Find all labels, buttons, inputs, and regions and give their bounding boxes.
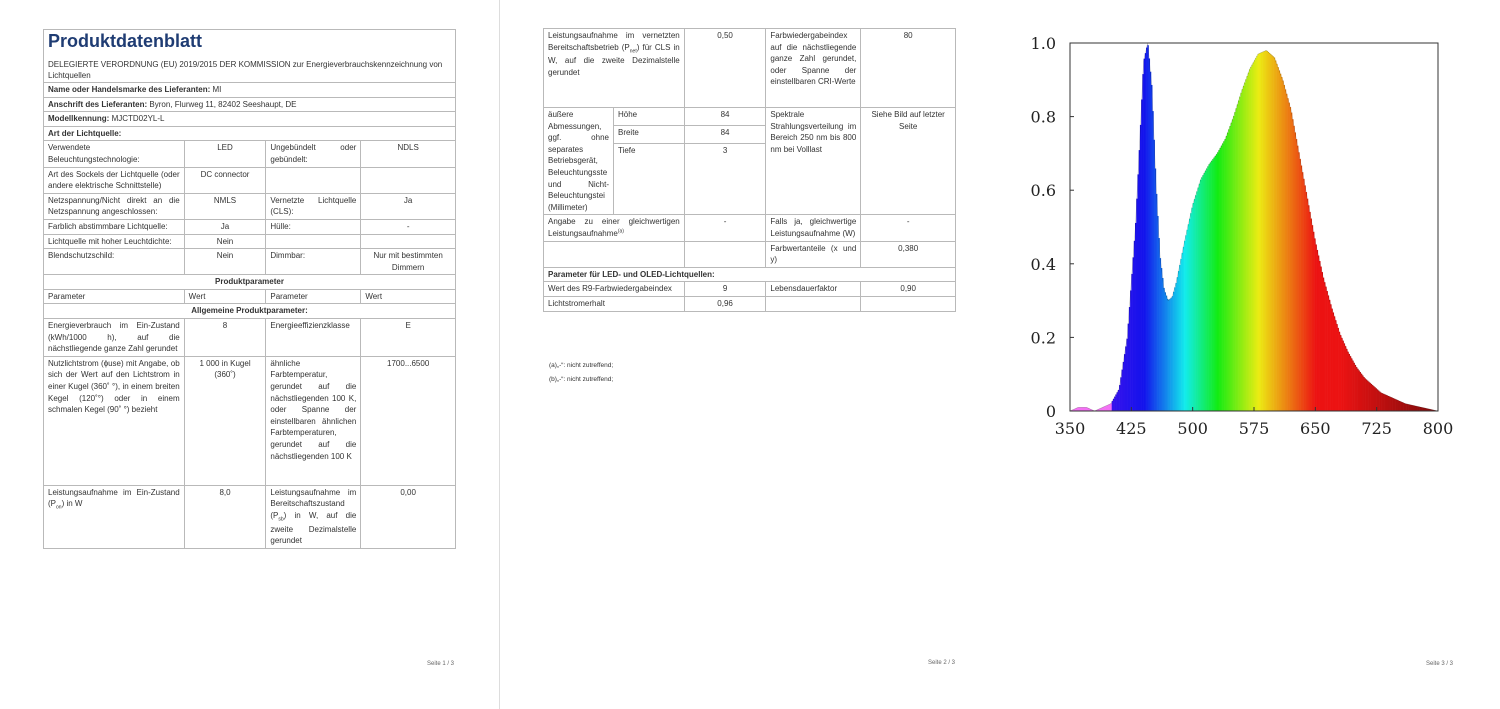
datasheet-page-1 [0,0,500,709]
address-value: Byron, Flurweg 11, 82402 Seeshaupt, DE [149,99,297,109]
param-label: Lichtstromerhalt [544,296,685,311]
param-label: Lebensdauerfaktor [766,282,861,297]
address-label: Anschrift des Lieferanten: [48,99,148,109]
spectral-distribution-chart [1030,28,1460,458]
empty-cell [361,167,456,193]
table-row [44,219,456,234]
label-text: Leistungsaufnahme im vernetzten Bereitschaftsbetrieb (P [548,31,680,52]
dimension-height-value: 84 [684,108,766,126]
empty-cell [861,296,956,311]
y-tick-label: 0 [1045,402,1056,421]
page-number: Seite 1 / 3 [427,661,455,667]
x-tick-label: 800 [1422,419,1454,438]
page-title: Produktdatenblatt [48,31,203,51]
dimension-depth-value: 3 [684,144,766,215]
label-text: Leistungsaufnahme im Ein-Zustand (P [48,487,180,509]
param-value: 1700...6500 [361,356,456,485]
table-row [544,296,956,311]
supplier-row [44,82,456,97]
table-row [44,234,456,249]
x-tick-label: 650 [1300,419,1331,438]
x-tick-label: 500 [1177,419,1208,438]
param-value: NDLS [361,141,456,167]
page-number: Seite 2 / 3 [928,660,956,666]
label-text: ) für CLS in W, auf die zweite Dezimalstelle gerundet [548,42,680,78]
param-label: Energieverbrauch im Ein-Zustand (kWh/1000 h), auf die nächstliegende ganze Zahl gerundet [44,319,185,357]
dimension-width-label: Breite [613,126,684,144]
param-value: Ja [361,193,456,219]
param-label: Falls ja, gleichwertige Leistungsaufnahme (W) [766,215,861,241]
product-datasheet-table-continued [543,28,956,312]
x-tick-label: 575 [1238,419,1270,438]
x-tick-label: 725 [1361,419,1392,438]
param-value: Ja [184,219,266,234]
param-value: E [361,319,456,357]
param-value: - [861,215,956,241]
label-subscript: net [629,48,637,55]
column-header: Wert [361,289,456,304]
param-label: Blendschutzschild: [44,249,185,275]
empty-cell [544,241,685,267]
page-number: Seite 3 / 3 [1426,661,1454,667]
param-value: 0,380 [861,241,956,267]
footnote-a: (a)„-“: nicht zutreffend; [549,362,614,369]
param-value: 8,0 [184,485,266,548]
empty-cell [684,241,766,267]
address-row [44,97,456,112]
param-value: DC connector [184,167,266,193]
general-parameters-heading: Allgemeine Produktparameter: [44,304,456,319]
label-subscript: sb [278,516,284,523]
x-tick-label: 425 [1116,419,1147,438]
param-value: NMLS [184,193,266,219]
y-tick-label: 1.0 [1030,34,1056,53]
footnote-b: (b)„-“: nicht zutreffend; [549,376,614,383]
model-value: MJCTD02YL-L [111,114,165,124]
param-value: Siehe Bild auf letzter Seite [861,108,956,215]
param-label: Vernetzte Lichtquelle (CLS): [266,193,361,219]
param-label: Nutzlichtstrom (ɸuse) mit Angabe, ob sich der Wert auf den Lichtstrom in einer Kugel (360˚ °), in einem breiten Kegel (120˚°) oder in einem schmalen Kegel (90˚ °) bezieht [44,356,185,485]
light-source-type-heading: Art der Lichtquelle: [44,126,456,141]
y-tick-label: 0.2 [1030,328,1056,348]
empty-cell [766,296,861,311]
param-value: - [361,219,456,234]
param-value: 0,50 [684,29,766,108]
param-label: Ungebündelt oder gebündelt: [266,141,361,167]
supplier-label: Name oder Handelsmarke des Lieferanten: [48,84,211,94]
param-value: 8 [184,319,266,357]
param-value: 9 [684,282,766,297]
param-label: Verwendete Beleuchtungstechnologie: [44,141,185,167]
regulation-subtitle: DELEGIERTE VERORDNUNG (EU) 2019/2015 DER KOMMISSION zur Energieverbrauchskennzeichnung von Lichtquellen [48,59,443,80]
param-label: Netzspannung/Nicht direkt an die Netzspannung angeschlossen: [44,193,185,219]
product-datasheet-table [43,29,456,549]
title-cell [44,30,456,83]
y-tick-label: 0.8 [1030,107,1056,127]
table-row [44,485,456,548]
led-parameters-heading: Parameter für LED- und OLED-Lichtquellen: [544,267,956,282]
empty-cell [361,234,456,249]
dimensions-label: äußere Abmessungen, ggf. ohne separates Betriebsgerät, Beleuchtungsste und Nicht-Beleuchtungstei (Millimeter) [544,108,614,215]
column-header: Parameter [266,289,361,304]
param-label: Dimmbar: [266,249,361,275]
y-tick-label: 0.4 [1030,254,1056,274]
table-row [44,193,456,219]
param-label: Energieeffizienzklasse [266,319,361,357]
x-tick-label: 350 [1054,419,1086,438]
empty-cell [266,167,361,193]
label-subscript: on [56,505,62,512]
label-superscript: (a) [617,228,624,235]
param-label [266,485,361,548]
table-row [44,141,456,167]
table-row [544,215,956,241]
column-header: Wert [184,289,266,304]
product-parameters-heading: Produktparameter [44,275,456,290]
supplier-value: MI [212,84,222,94]
column-header: Parameter [44,289,185,304]
param-label: Farbwertanteile (x und y) [766,241,861,267]
param-value: 1 000 in Kugel (360˚) [184,356,266,485]
param-value: 0,96 [684,296,766,311]
param-value: Nur mit bestimmten Dimmern [361,249,456,275]
datasheet-page-2 [500,0,1000,709]
table-row [544,108,956,126]
param-label [44,485,185,548]
param-label: Spektrale Strahlungsverteilung im Bereich 250 nm bis 800 nm bei Volllast [766,108,861,215]
param-value: 0,00 [361,485,456,548]
param-value: Nein [184,249,266,275]
model-row [44,112,456,127]
table-row [44,167,456,193]
table-row [544,282,956,297]
param-label: Art des Sockels der Lichtquelle (oder andere elektrische Schnittstelle) [44,167,185,193]
table-header-row [44,289,456,304]
param-label: Farblich abstimmbare Lichtquelle: [44,219,185,234]
param-label: Lichtquelle mit hoher Leuchtdichte: [44,234,185,249]
param-value: 80 [861,29,956,108]
empty-cell [266,234,361,249]
label-text: ) in W, auf die zweite Dezimalstelle gerundet [270,511,357,546]
param-value: - [684,215,766,241]
param-label [544,215,685,241]
dimension-height-label: Höhe [613,108,684,126]
label-text: ) in W [61,499,83,509]
param-label: Farbwiedergabeindex auf die nächstliegende ganze Zahl gerundet, oder Spanne der einstellbaren CRI-Werte [766,29,861,108]
table-row [44,249,456,275]
label-text: Angabe zu einer gleichwertigen Leistungsaufnahme [548,217,680,238]
dimension-depth-label: Tiefe [613,144,684,215]
datasheet-page-3 [1000,0,1500,709]
param-label: Wert des R9-Farbwiedergabeindex [544,282,685,297]
param-label [544,29,685,108]
table-row [544,241,956,267]
table-row [44,319,456,357]
param-label: ähnliche Farbtemperatur, gerundet auf die nächstliegenden 100 K, oder Spanne der einstellbaren ähnlichen Farbtemperaturen, gerundet auf die nächstliegenden 100 K [266,356,361,485]
param-value: 0,90 [861,282,956,297]
param-label: Hülle: [266,219,361,234]
label-text: Leistungsaufnahme im Bereitschaftszustand (P [270,487,357,521]
param-value: Nein [184,234,266,249]
param-value: LED [184,141,266,167]
model-label: Modellkennung: [48,114,110,124]
table-row [544,29,956,108]
table-row [44,356,456,485]
y-tick-label: 0.6 [1030,181,1056,201]
dimension-width-value: 84 [684,126,766,144]
